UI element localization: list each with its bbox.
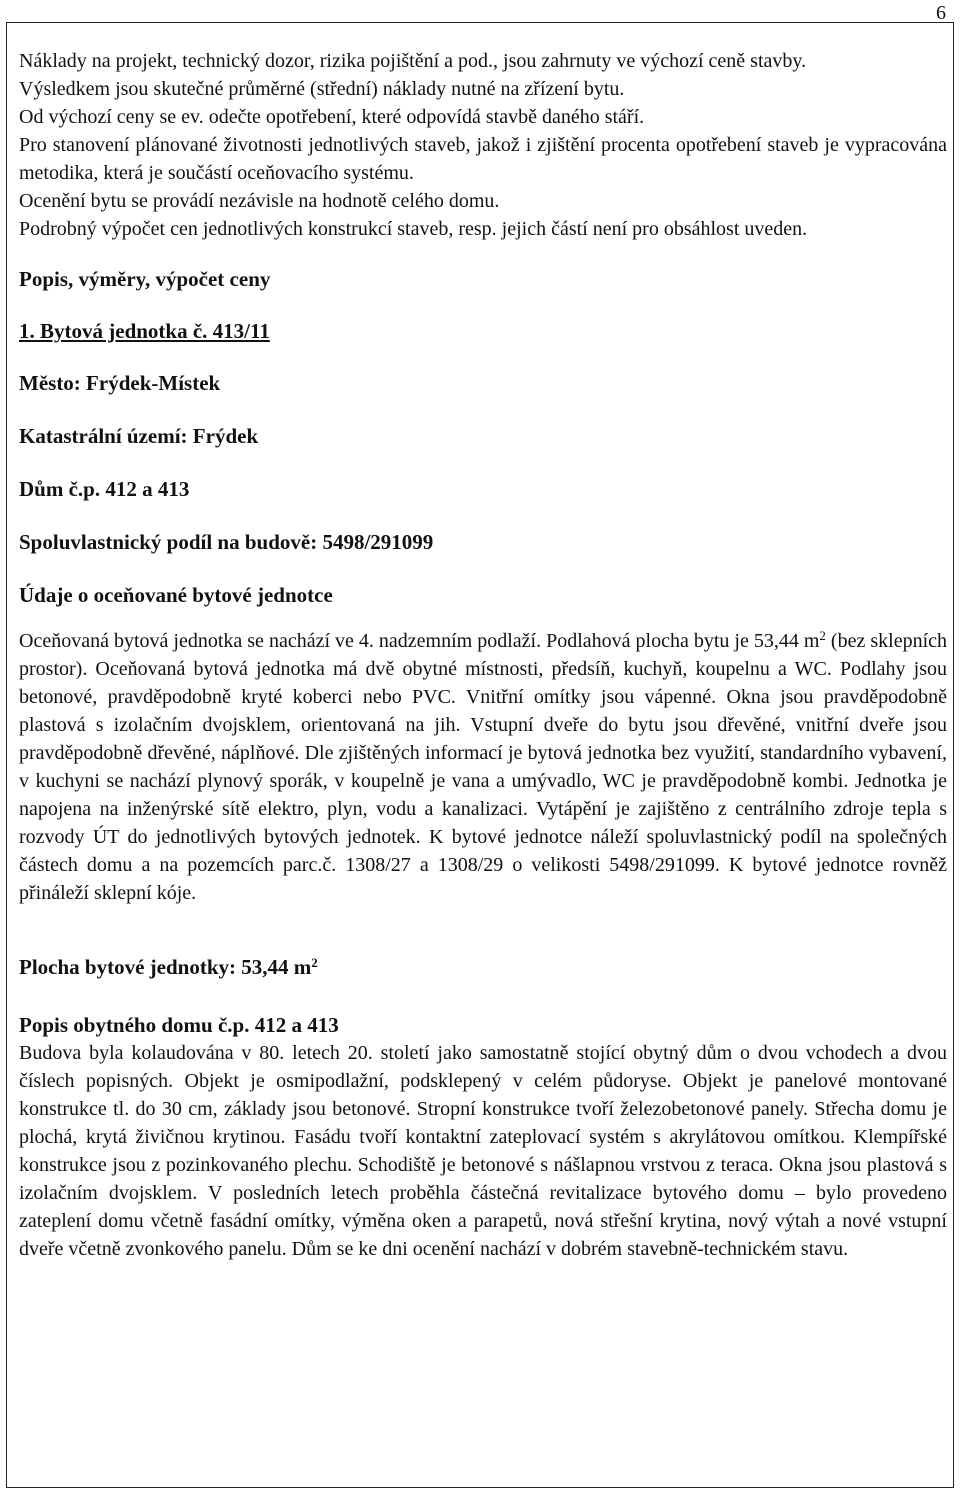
cadastre-heading: Katastrální území: Frýdek xyxy=(19,424,259,448)
unit-title: 1. Bytová jednotka č. 413/11 xyxy=(19,319,270,343)
building-description: Budova byla kolaudována v 80. letech 20. století jako samostatně stojící obytný dům o dvou vchodech a dvou číslech popisných. Objekt je osmipodlažní, podsklepený v celém půdoryse. Objekt je panelové montované konstrukce tl. do 30 cm, základy jsou betonové. Stropní konstrukce tvoří železobetonové panely. Střecha domu je plochá, krytá živičnou krytinou. Fasádu tvoří kontaktní zateplovací systém s akrylátovou omítkou. Klempířské konstrukce jsou z pozinkovaného plechu. Schodiště je betonové s nášlapnou vrstvou z teraca. Okna jsou plastová s izolačním dvojsklem. V posledních letech proběhla částečná revitalizace bytového domu – bylo provedeno zateplení domu včetně fasádní omítky, výměna oken a parapetů, nová střešní krytina, nový výtah a nové vstupní dveře včetně zvonkového panelu. Dům se ke dni ocenění nachází v dobrém stavebně-technickém stavu. xyxy=(19,1042,947,1260)
building-description-heading: Popis obytného domu č.p. 412 a 413 xyxy=(19,1013,339,1037)
city-heading: Město: Frýdek-Místek xyxy=(19,371,221,395)
unit-data-heading: Údaje o oceňované bytové jednotce xyxy=(19,583,333,607)
section-title-popis: Popis, výměry, výpočet ceny xyxy=(19,267,271,291)
page-number: 6 xyxy=(936,2,946,24)
unit-description-superscript: 2 xyxy=(819,628,826,643)
intro-paragraph-5: Ocenění bytu se provádí nezávisle na hodnotě celého domu. xyxy=(19,190,500,212)
unit-description-text-2: (bez sklepních prostor). Oceňovaná bytová jednotka má dvě obytné místnosti, předsíň, kuchyň, koupelnu a WC. Podlahy jsou betonové, pravděpodobně kryté koberci nebo PVC. Vnitřní omítky jsou vápenné. Okna jsou pravděpodobně plastová s izolačním dvojsklem, orientovaná na jih. Vstupní dveře do bytu jsou dřevěné, vnitřní dveře jsou pravděpodobně dřevěné, náplňové. Dle zjištěných informací je bytová jednotka bez využití, standardního vybavení, v kuchyni se nachází plynový sporák, v koupelně je vana a umývadlo, WC je pravděpodobně kombi. Jednotka je napojena na inženýrské sítě elektro, plyn, vodu a kanalizaci. Vytápění je zajištěno z centrálního zdroje tepla s rozvody ÚT do jednotlivých bytových jednotek. K bytové jednotce náleží spoluvlastnický podíl na společných částech domu a na pozemcích parc.č. 1308/27 a 1308/29 o velikosti 5498/291099. K bytové jednotce rovněž přináleží sklepní kóje. xyxy=(19,630,947,904)
document-body xyxy=(19,47,947,1263)
ownership-share-heading: Spoluvlastnický podíl na budově: 5498/291099 xyxy=(19,530,434,554)
unit-area-heading xyxy=(19,953,947,981)
unit-area-label: Plocha bytové jednotky: 53,44 m xyxy=(19,955,312,979)
intro-paragraph-4: Pro stanovení plánované životnosti jednotlivých staveb, jakož i zjištění procenta opotřebení staveb je vypracována metodika, která je součástí oceňovacího systému. xyxy=(19,134,947,184)
unit-area-superscript: 2 xyxy=(311,955,318,970)
house-number-heading: Dům č.p. 412 a 413 xyxy=(19,477,190,501)
intro-paragraph-6: Podrobný výpočet cen jednotlivých konstrukcí staveb, resp. jejich částí není pro obsáhlost uveden. xyxy=(19,218,808,240)
unit-description-text-1: Oceňovaná bytová jednotka se nachází ve 4. nadzemním podlaží. Podlahová plocha bytu je 53,44 m xyxy=(19,630,820,652)
intro-paragraph-1: Náklady na projekt, technický dozor, rizika pojištění a pod., jsou zahrnuty ve výchozí ceně stavby. xyxy=(19,50,807,72)
unit-description xyxy=(19,627,947,907)
intro-paragraph-3: Od výchozí ceny se ev. odečte opotřebení, které odpovídá stavbě daného stáří. xyxy=(19,106,645,128)
intro-paragraph-2: Výsledkem jsou skutečné průměrné (střední) náklady nutné na zřízení bytu. xyxy=(19,78,625,100)
